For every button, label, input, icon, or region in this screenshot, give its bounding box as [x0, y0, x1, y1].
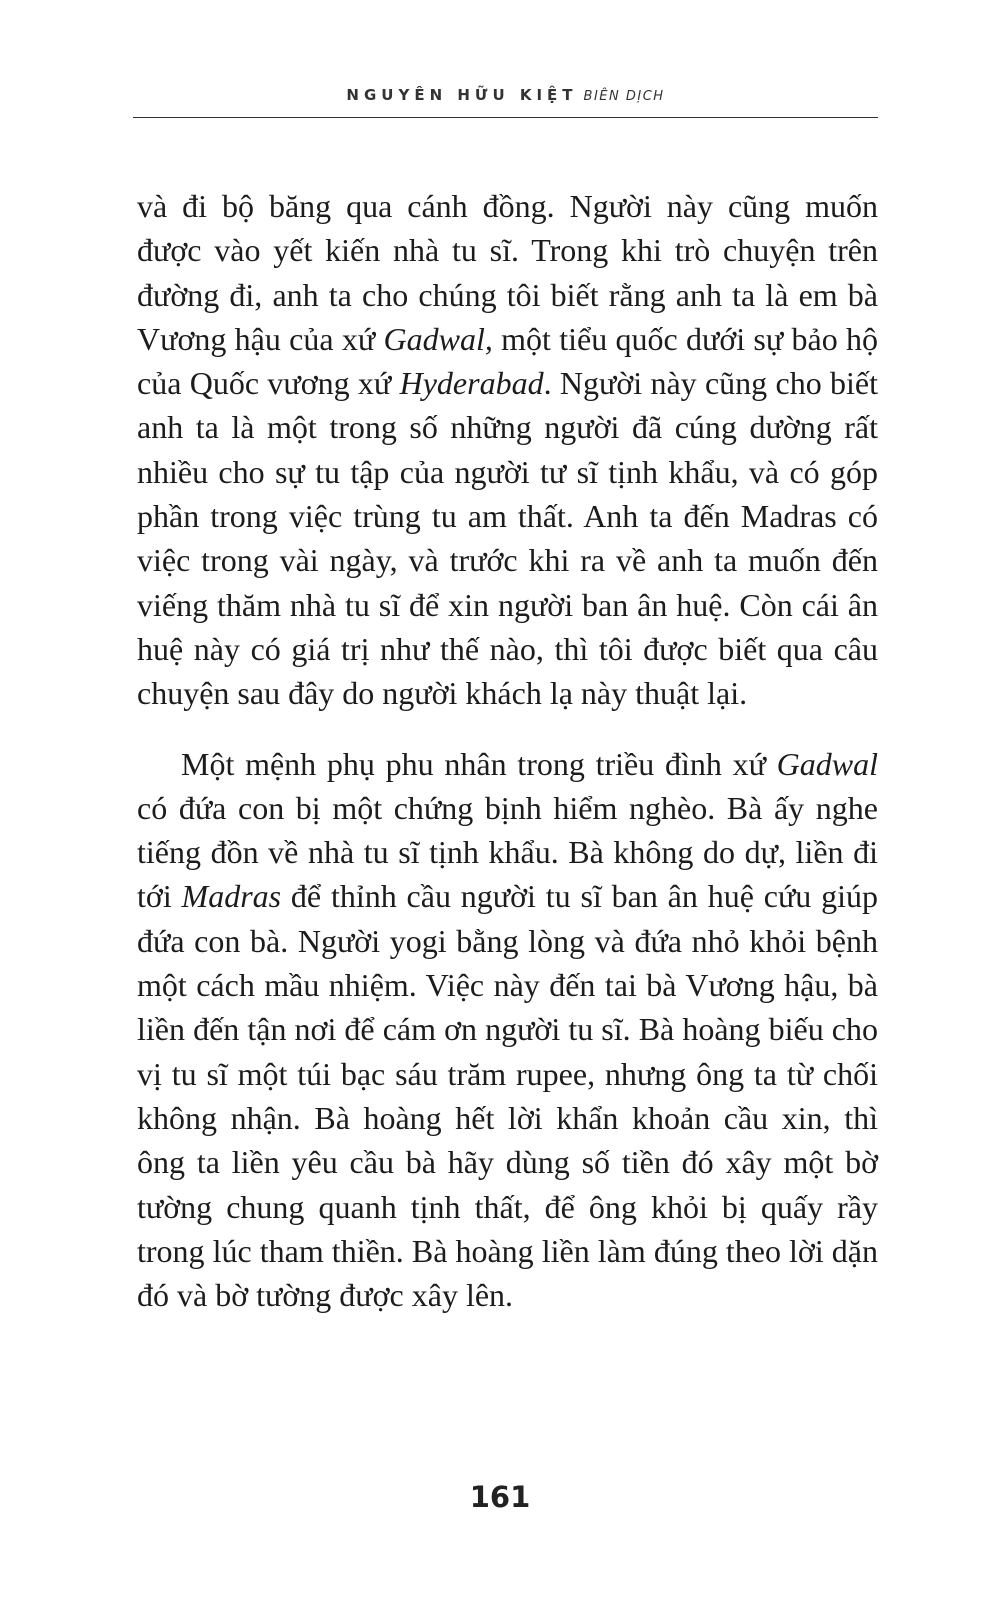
text-run: và đi bộ băng qua cánh đồng. Người này cũng muốn được vào yết kiến nhà tu sĩ. Trong khi trò chuyện trên đường đi, anh ta cho chúng tôi biết rằng anh ta là em bà Vương hậu của xứ	[137, 188, 878, 357]
text-run-italic: Gadwal	[776, 745, 878, 782]
text-run-italic: Hyderabad	[399, 365, 544, 402]
text-run-italic: Gadwal,	[383, 320, 493, 357]
paragraph-2	[137, 742, 878, 1318]
text-run: Một mệnh phụ phu nhân trong triều đình xứ	[181, 745, 777, 782]
body-text	[137, 184, 878, 1317]
header-role: BIÊN DỊCH	[583, 89, 665, 104]
page-number: 161	[469, 1480, 531, 1514]
header-divider	[133, 117, 878, 118]
header-author: NGUYÊN HỮU KIỆT	[346, 86, 578, 104]
text-run: để thỉnh cầu người tu sĩ ban ân huệ cứu giúp đứa con bà. Người yogi bằng lòng và đứa nhỏ khỏi bệnh một cách mầu nhiệm. Việc này đến tai bà Vương hậu, bà liền đến tận nơi để cám ơn người tu sĩ. Bà hoàng biếu cho vị tu sĩ một túi bạc sáu trăm rupee, nhưng ông ta từ chối không nhận. Bà hoàng hết lời khẩn khoản cầu xin, thì ông ta liền yêu cầu bà hãy dùng số tiền đó xây một bờ tường chung quanh tịnh thất, để ông khỏi bị quấy rầy trong lúc tham thiền. Bà hoàng liền làm đúng theo lời dặn đó và bờ tường được xây lên.	[137, 878, 879, 1314]
text-run: có đứa con bị một chứng bịnh hiểm nghèo. Bà ấy nghe tiếng đồn về nhà tu sĩ tịnh khẩu. Bà không do dự, liền đi tới	[137, 789, 878, 915]
text-run: một tiểu quốc dưới sự bảo hộ của Quốc vương xứ	[137, 320, 879, 402]
running-header	[133, 86, 878, 104]
text-run: . Người này cũng cho biết anh ta là một trong số những người đã cúng dường rất nhiều cho sự tu tập của người tư sĩ tịnh khẩu, và có góp phần trong việc trùng tu am thất. Anh ta đến Madras có việc trong vài ngày, và trước khi ra về anh ta muốn đến viếng thăm nhà tu sĩ để xin người ban ân huệ. Còn cái ân huệ này có giá trị như thế nào, thì tôi được biết qua câu chuyện sau đây do người khách lạ này thuật lại.	[137, 365, 879, 712]
text-run-italic: Madras	[181, 878, 282, 915]
paragraph-1	[137, 184, 878, 716]
